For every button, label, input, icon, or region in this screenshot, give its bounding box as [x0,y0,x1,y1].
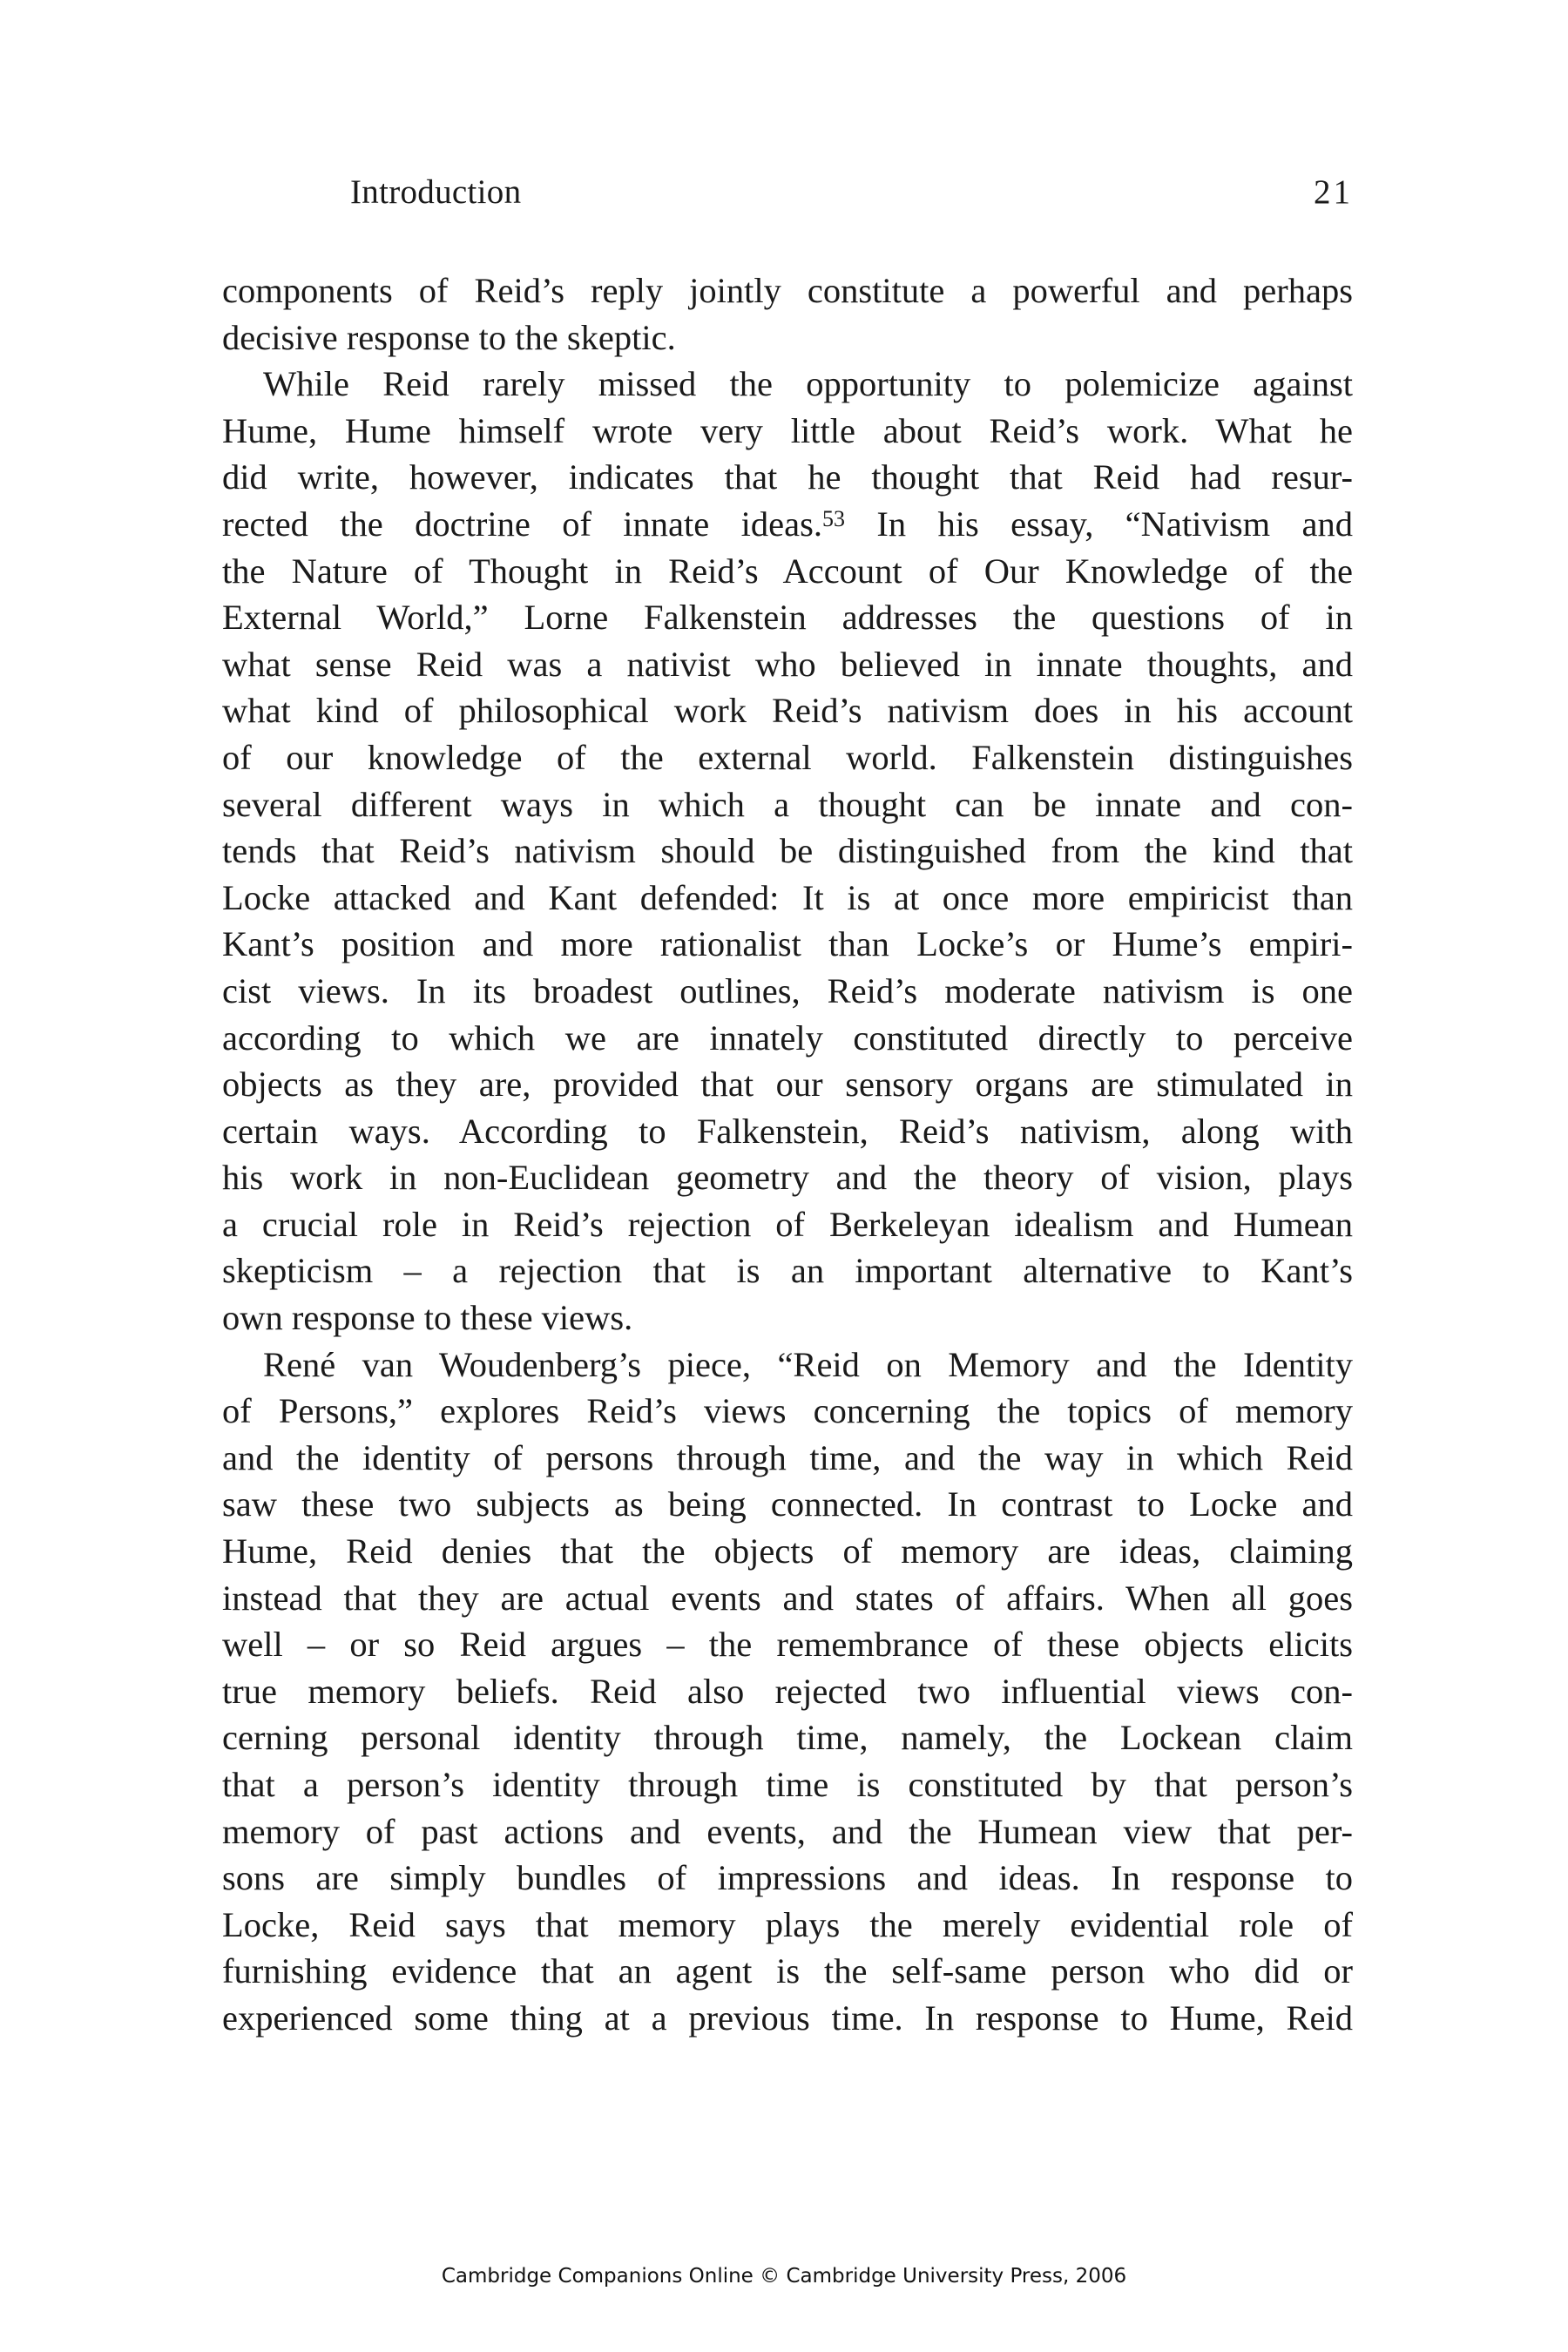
text-line: what kind of philosophical work Reid’s nativism does in his account [222,691,1353,731]
text-line: decisive response to the skeptic. [222,317,676,357]
text-line: did write, however, indicates that he thought that Reid had resur- [222,457,1353,497]
text-line: true memory beliefs. Reid also rejected two influential views con- [222,1671,1353,1711]
text-line: well – or so Reid argues – the remembrance of these objects elicits [222,1625,1353,1665]
text-line: what sense Reid was a nativist who believed in innate thoughts, and [222,644,1353,684]
text-line: experienced some thing at a previous time. In response to Hume, Reid [222,1997,1353,2038]
text-line-with-footnote [222,501,1353,548]
page-number: 21 [1314,173,1353,211]
text-line: Hume, Reid denies that the objects of memory are ideas, claiming [222,1531,1353,1571]
text-line: own response to these views. [222,1298,633,1338]
text-line: several different ways in which a thought can be innate and con- [222,784,1353,824]
text-line: Locke, Reid says that memory plays the merely evidential role of [222,1904,1353,1944]
text-line: skepticism – a rejection that is an important alternative to Kant’s [222,1251,1353,1291]
text-line: a crucial role in Reid’s rejection of Berkeleyan idealism and Humean [222,1204,1353,1244]
text-line: of our knowledge of the external world. Falkenstein distinguishes [222,737,1353,777]
body-text [222,267,1353,2042]
text-line: of Persons,” explores Reid’s views concerning the topics of memory [222,1391,1353,1431]
text-line: While Reid rarely missed the opportunity to polemicize against [263,364,1353,404]
footnote-reference[interactable]: 53 [821,505,845,531]
text-line: according to which we are innately constituted directly to perceive [222,1017,1353,1058]
text-line: certain ways. According to Falkenstein, Reid’s nativism, along with [222,1111,1353,1151]
text-line: and the identity of persons through time, and the way in which Reid [222,1437,1353,1477]
text-line: External World,” Lorne Falkenstein addresses the questions of in [222,598,1353,638]
text-segment: In his essay, “Nativism and [844,504,1353,544]
text-line: furnishing evidence that an agent is the self-same person who did or [222,1951,1353,1991]
text-line: memory of past actions and events, and the Humean view that per- [222,1811,1353,1851]
text-line: his work in non-Euclidean geometry and the theory of vision, plays [222,1158,1353,1198]
text-line: instead that they are actual events and states of affairs. When all goes [222,1578,1353,1618]
text-line: tends that Reid’s nativism should be distinguished from the kind that [222,831,1353,871]
text-line: that a person’s identity through time is constituted by that person’s [222,1765,1353,1804]
text-line: objects as they are, provided that our sensory organs are stimulated in [222,1064,1353,1105]
text-segment: rected the doctrine of innate ideas. [222,504,822,544]
running-head-title: Introduction [350,173,522,211]
text-line: sons are simply bundles of impressions and ideas. In response to [222,1858,1353,1898]
text-line: Hume, Hume himself wrote very little about Reid’s work. What he [222,410,1353,450]
text-line: cerning personal identity through time, namely, the Lockean claim [222,1718,1353,1758]
text-line: cist views. In its broadest outlines, Reid’s moderate nativism is one [222,970,1353,1010]
text-line: the Nature of Thought in Reid’s Account of Our Knowledge of the [222,551,1353,591]
text-line: Locke attacked and Kant defended: It is at once more empiricist than [222,877,1353,917]
running-head [222,172,1353,225]
text-line: René van Woudenberg’s piece, “Reid on Memory and the Identity [263,1344,1353,1384]
copyright-footer: Cambridge Companions Online © Cambridge University Press, 2006 [441,2265,1127,2288]
text-line: saw these two subjects as being connected. In contrast to Locke and [222,1484,1353,1524]
text-line: components of Reid’s reply jointly constitute a powerful and perhaps [222,271,1353,310]
text-line: Kant’s position and more rationalist than Locke’s or Hume’s empiri- [222,924,1353,964]
